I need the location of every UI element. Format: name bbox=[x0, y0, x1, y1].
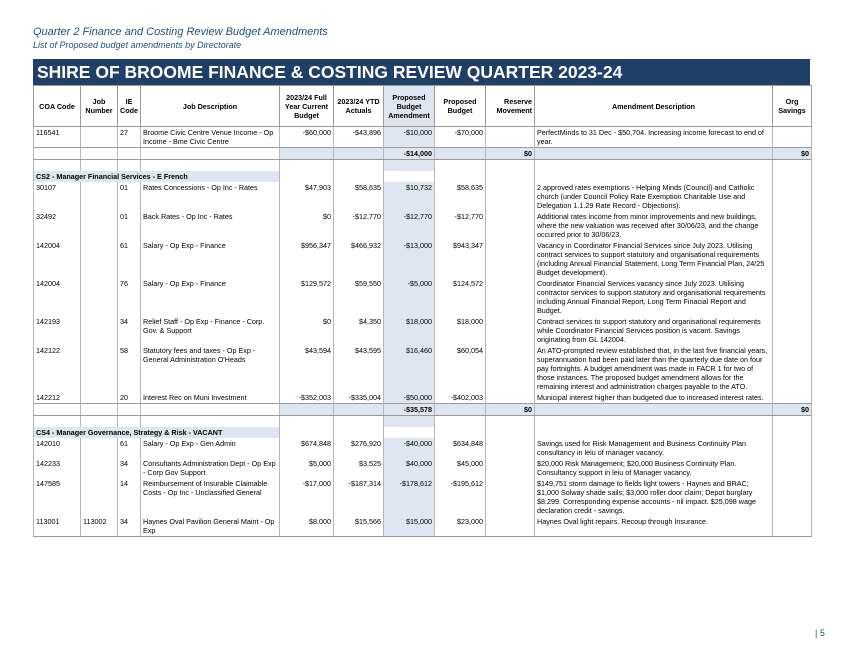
cell-proposed: $23,000 bbox=[435, 516, 486, 537]
cell-job bbox=[81, 127, 118, 148]
cell-desc: Rates Concessions - Op Inc - Rates bbox=[141, 182, 280, 211]
cell-coa: 142122 bbox=[34, 345, 81, 392]
cell-amend-desc: Contract services to support statutory and organisational requirements while Coordinator Financial Services position is vacant. Savings originating from GL 142004. bbox=[535, 316, 773, 345]
cell-desc: Reimbursement of Insurable Claimable Costs - Op Inc - Unclassified General bbox=[141, 478, 280, 516]
cell-coa: 142004 bbox=[34, 240, 81, 278]
col-header-ie: IE Code bbox=[118, 86, 141, 127]
cell-org bbox=[773, 478, 812, 516]
report-caption: List of Proposed budget amendments by Directorate bbox=[33, 40, 242, 50]
cell-amend: -$40,000 bbox=[384, 438, 435, 458]
cell-ie: 14 bbox=[118, 478, 141, 516]
cell-ie: 34 bbox=[118, 458, 141, 478]
subtotal-org: $0 bbox=[773, 404, 812, 416]
subtotal-amend: -$14,000 bbox=[384, 148, 435, 160]
cell-budget: -$60,000 bbox=[280, 127, 334, 148]
cell-amend-desc: An ATO-prompted review established that, in the last five financial years, superannuation had been paid later than the quarterly due date on four pay fortnights. A budget amendment was made in FACR 1 for two of those instances. The proposed budget amendment allows for the remaining interest and administration charges payable to the ATO. bbox=[535, 345, 773, 392]
cell-ie: 58 bbox=[118, 345, 141, 392]
subtotal-amend: -$35,578 bbox=[384, 404, 435, 416]
table-row bbox=[34, 240, 812, 278]
section-title: CS4 - Manager Governance, Strategy & Risk - VACANT bbox=[34, 427, 280, 438]
cell-reserve bbox=[486, 127, 535, 148]
table-row bbox=[34, 392, 812, 404]
section-header-row bbox=[34, 171, 812, 182]
report-subtitle: Quarter 2 Finance and Costing Review Budget Amendments bbox=[33, 26, 328, 38]
cell-org bbox=[773, 278, 812, 316]
cell-proposed: $45,000 bbox=[435, 458, 486, 478]
cell-ytd: $15,566 bbox=[334, 516, 384, 537]
cell-amend-desc: $149,751 storm damage to fields light towers - Haynes and BRAC; $1,000 Solway shade sails; $3,000 roller door claim; Depot burglary $8.299. Corresponding expense accounts - nil impact. $25,098 wage declaration credit - savings. bbox=[535, 478, 773, 516]
cell-org bbox=[773, 316, 812, 345]
cell-proposed: $943,347 bbox=[435, 240, 486, 278]
table-row bbox=[34, 345, 812, 392]
cell-amend: $10,732 bbox=[384, 182, 435, 211]
col-header-ytd: 2023/24 YTD Actuals bbox=[334, 86, 384, 127]
table-row bbox=[34, 278, 812, 316]
cell-ie: 61 bbox=[118, 240, 141, 278]
cell-org bbox=[773, 392, 812, 404]
cell-budget: -$17,000 bbox=[280, 478, 334, 516]
cell-org bbox=[773, 240, 812, 278]
cell-ie: 61 bbox=[118, 438, 141, 458]
cell-desc: Salary - Op Exp - Finance bbox=[141, 240, 280, 278]
table-row bbox=[34, 316, 812, 345]
cell-amend: $18,000 bbox=[384, 316, 435, 345]
cell-budget: $8,000 bbox=[280, 516, 334, 537]
cell-amend-desc: Municipal interest higher than budgeted due to increased interest rates. bbox=[535, 392, 773, 404]
cell-reserve bbox=[486, 438, 535, 458]
cell-amend: $16,460 bbox=[384, 345, 435, 392]
report-banner-title: SHIRE OF BROOME FINANCE & COSTING REVIEW QUARTER 2023-24 bbox=[33, 59, 810, 85]
cell-job bbox=[81, 240, 118, 278]
cell-ytd: $466,932 bbox=[334, 240, 384, 278]
cell-coa: 142193 bbox=[34, 316, 81, 345]
cell-job bbox=[81, 345, 118, 392]
section-header-row bbox=[34, 427, 812, 438]
cell-ie: 27 bbox=[118, 127, 141, 148]
cell-proposed: -$70,000 bbox=[435, 127, 486, 148]
cell-proposed: -$195,612 bbox=[435, 478, 486, 516]
cell-coa: 30107 bbox=[34, 182, 81, 211]
cell-job bbox=[81, 211, 118, 240]
cell-proposed: -$12,770 bbox=[435, 211, 486, 240]
cell-ytd: $3,525 bbox=[334, 458, 384, 478]
cell-job bbox=[81, 182, 118, 211]
cell-coa: 142004 bbox=[34, 278, 81, 316]
cell-org bbox=[773, 345, 812, 392]
cell-reserve bbox=[486, 211, 535, 240]
cell-org bbox=[773, 182, 812, 211]
budget-amendments-table bbox=[33, 85, 812, 537]
subtotal-reserve: $0 bbox=[486, 404, 535, 416]
cell-reserve bbox=[486, 392, 535, 404]
subtotal-reserve: $0 bbox=[486, 148, 535, 160]
cell-coa: 116541 bbox=[34, 127, 81, 148]
table-row bbox=[34, 516, 812, 537]
spacer-row bbox=[34, 416, 812, 428]
table-header-row bbox=[34, 86, 812, 127]
cell-amend-desc: Coordinator Financial Services vacancy since July 2023. Utilising contractor services to support statutory and organisational requirements including Annual Financial Report, Long Term Finacial Report and Budget. bbox=[535, 278, 773, 316]
table-row bbox=[34, 182, 812, 211]
cell-proposed: $634,848 bbox=[435, 438, 486, 458]
cell-coa: 147585 bbox=[34, 478, 81, 516]
col-header-amend-desc: Amendment Description bbox=[535, 86, 773, 127]
col-header-job: Job Number bbox=[81, 86, 118, 127]
cell-amend: -$12,770 bbox=[384, 211, 435, 240]
cell-desc: Interest Rec on Muni Investment bbox=[141, 392, 280, 404]
cell-ytd: $276,920 bbox=[334, 438, 384, 458]
cell-amend-desc: $20,000 Risk Management; $20,000 Business Continuity Plan. Consultancy support in leiu of Manager vacancy. bbox=[535, 458, 773, 478]
cell-coa: 113001 bbox=[34, 516, 81, 537]
cell-org bbox=[773, 438, 812, 458]
cell-ytd: -$335,004 bbox=[334, 392, 384, 404]
subtotal-row bbox=[34, 148, 812, 160]
cell-reserve bbox=[486, 278, 535, 316]
cell-budget: $0 bbox=[280, 316, 334, 345]
col-header-reserve: Reserve Movement bbox=[486, 86, 535, 127]
cell-amend-desc: Additional rates income from minor improvements and new buildings, where the new valuation was received after 30/06/23, and the change occurred prior to 30/06/23. bbox=[535, 211, 773, 240]
cell-desc: Consultants Administration Dept - Op Exp - Corp Gov Support bbox=[141, 458, 280, 478]
cell-reserve bbox=[486, 478, 535, 516]
section-title: CS2 - Manager Financial Services - E French bbox=[34, 171, 280, 182]
cell-ie: 34 bbox=[118, 516, 141, 537]
cell-org bbox=[773, 127, 812, 148]
cell-budget: $43,594 bbox=[280, 345, 334, 392]
cell-proposed: $18,000 bbox=[435, 316, 486, 345]
cell-proposed: $124,572 bbox=[435, 278, 486, 316]
cell-desc: Back Rates - Op Inc - Rates bbox=[141, 211, 280, 240]
col-header-desc: Job Description bbox=[141, 86, 280, 127]
cell-amend: -$178,612 bbox=[384, 478, 435, 516]
cell-ie: 01 bbox=[118, 182, 141, 211]
subtotal-row bbox=[34, 404, 812, 416]
cell-ie: 34 bbox=[118, 316, 141, 345]
cell-desc: Statutory fees and taxes - Op Exp - General Administration O'Heads bbox=[141, 345, 280, 392]
table-row bbox=[34, 438, 812, 458]
cell-amend-desc: Vacancy in Coordinator Financial Services since July 2023. Utilising contract services to support statutory and organisational requirements (including Annual Financial Statement, Long Term Financial Plan, 24/25 Budget development). bbox=[535, 240, 773, 278]
cell-job bbox=[81, 278, 118, 316]
col-header-org: Org Savings bbox=[773, 86, 812, 127]
cell-amend: $40,000 bbox=[384, 458, 435, 478]
cell-reserve bbox=[486, 240, 535, 278]
cell-ytd: $43,595 bbox=[334, 345, 384, 392]
cell-desc: Salary - Op Exp - Finance bbox=[141, 278, 280, 316]
cell-budget: $129,572 bbox=[280, 278, 334, 316]
cell-ytd: $58,635 bbox=[334, 182, 384, 211]
cell-job bbox=[81, 478, 118, 516]
page-number: | 5 bbox=[815, 628, 825, 638]
cell-amend: -$50,000 bbox=[384, 392, 435, 404]
table-row bbox=[34, 458, 812, 478]
cell-amend: $15,000 bbox=[384, 516, 435, 537]
cell-org bbox=[773, 211, 812, 240]
col-header-coa: COA Code bbox=[34, 86, 81, 127]
cell-ytd: $4,350 bbox=[334, 316, 384, 345]
col-header-proposed: Proposed Budget bbox=[435, 86, 486, 127]
cell-ytd: $59,550 bbox=[334, 278, 384, 316]
cell-budget: -$352,003 bbox=[280, 392, 334, 404]
cell-proposed: $58,635 bbox=[435, 182, 486, 211]
cell-job bbox=[81, 316, 118, 345]
cell-ytd: -$43,896 bbox=[334, 127, 384, 148]
cell-coa: 142010 bbox=[34, 438, 81, 458]
cell-ie: 20 bbox=[118, 392, 141, 404]
table-row bbox=[34, 478, 812, 516]
col-header-budget: 2023/24 Full Year Current Budget bbox=[280, 86, 334, 127]
cell-amend: -$13,000 bbox=[384, 240, 435, 278]
cell-amend: -$5,000 bbox=[384, 278, 435, 316]
cell-proposed: -$402,003 bbox=[435, 392, 486, 404]
cell-amend: -$10,000 bbox=[384, 127, 435, 148]
cell-ytd: -$12,770 bbox=[334, 211, 384, 240]
cell-coa: 142233 bbox=[34, 458, 81, 478]
table-row bbox=[34, 211, 812, 240]
cell-budget: $674,848 bbox=[280, 438, 334, 458]
cell-ie: 01 bbox=[118, 211, 141, 240]
cell-budget: $47,903 bbox=[280, 182, 334, 211]
cell-org bbox=[773, 458, 812, 478]
cell-amend-desc: 2 approved rates exemptions - Helping Minds (Council) and Catholic church (under Council Policy Rate Exemption Charitable Use and Delegation 1.1.29 Rate Record - Objections). bbox=[535, 182, 773, 211]
cell-reserve bbox=[486, 316, 535, 345]
cell-reserve bbox=[486, 516, 535, 537]
col-header-amend: Proposed Budget Amendment bbox=[384, 86, 435, 127]
subtotal-org: $0 bbox=[773, 148, 812, 160]
table-row bbox=[34, 127, 812, 148]
cell-coa: 142212 bbox=[34, 392, 81, 404]
cell-reserve bbox=[486, 458, 535, 478]
cell-proposed: $60,054 bbox=[435, 345, 486, 392]
cell-job: 113002 bbox=[81, 516, 118, 537]
cell-budget: $956,347 bbox=[280, 240, 334, 278]
cell-amend-desc: PerfectMinds to 31 Dec - $50,704. Increasing income forecast to end of year. bbox=[535, 127, 773, 148]
cell-amend-desc: Savings used for Risk Management and Business Continuity Plan consultancy in leiu of manager vacancy. bbox=[535, 438, 773, 458]
spacer-row bbox=[34, 160, 812, 172]
cell-desc: Salary - Op Exp - Gen Admin bbox=[141, 438, 280, 458]
cell-job bbox=[81, 392, 118, 404]
cell-coa: 32492 bbox=[34, 211, 81, 240]
cell-reserve bbox=[486, 182, 535, 211]
cell-desc: Broome Civic Centre Venue Income - Op Income - Bme Civic Centre bbox=[141, 127, 280, 148]
cell-budget: $0 bbox=[280, 211, 334, 240]
cell-job bbox=[81, 458, 118, 478]
cell-ytd: -$187,314 bbox=[334, 478, 384, 516]
cell-ie: 76 bbox=[118, 278, 141, 316]
cell-desc: Relief Staff - Op Exp - Finance - Corp. Gov. & Support bbox=[141, 316, 280, 345]
cell-desc: Haynes Oval Pavilion General Maint - Op Exp bbox=[141, 516, 280, 537]
cell-job bbox=[81, 438, 118, 458]
cell-amend-desc: Haynes Oval light repairs. Recoup through Insurance. bbox=[535, 516, 773, 537]
cell-reserve bbox=[486, 345, 535, 392]
cell-budget: $5,000 bbox=[280, 458, 334, 478]
cell-org bbox=[773, 516, 812, 537]
